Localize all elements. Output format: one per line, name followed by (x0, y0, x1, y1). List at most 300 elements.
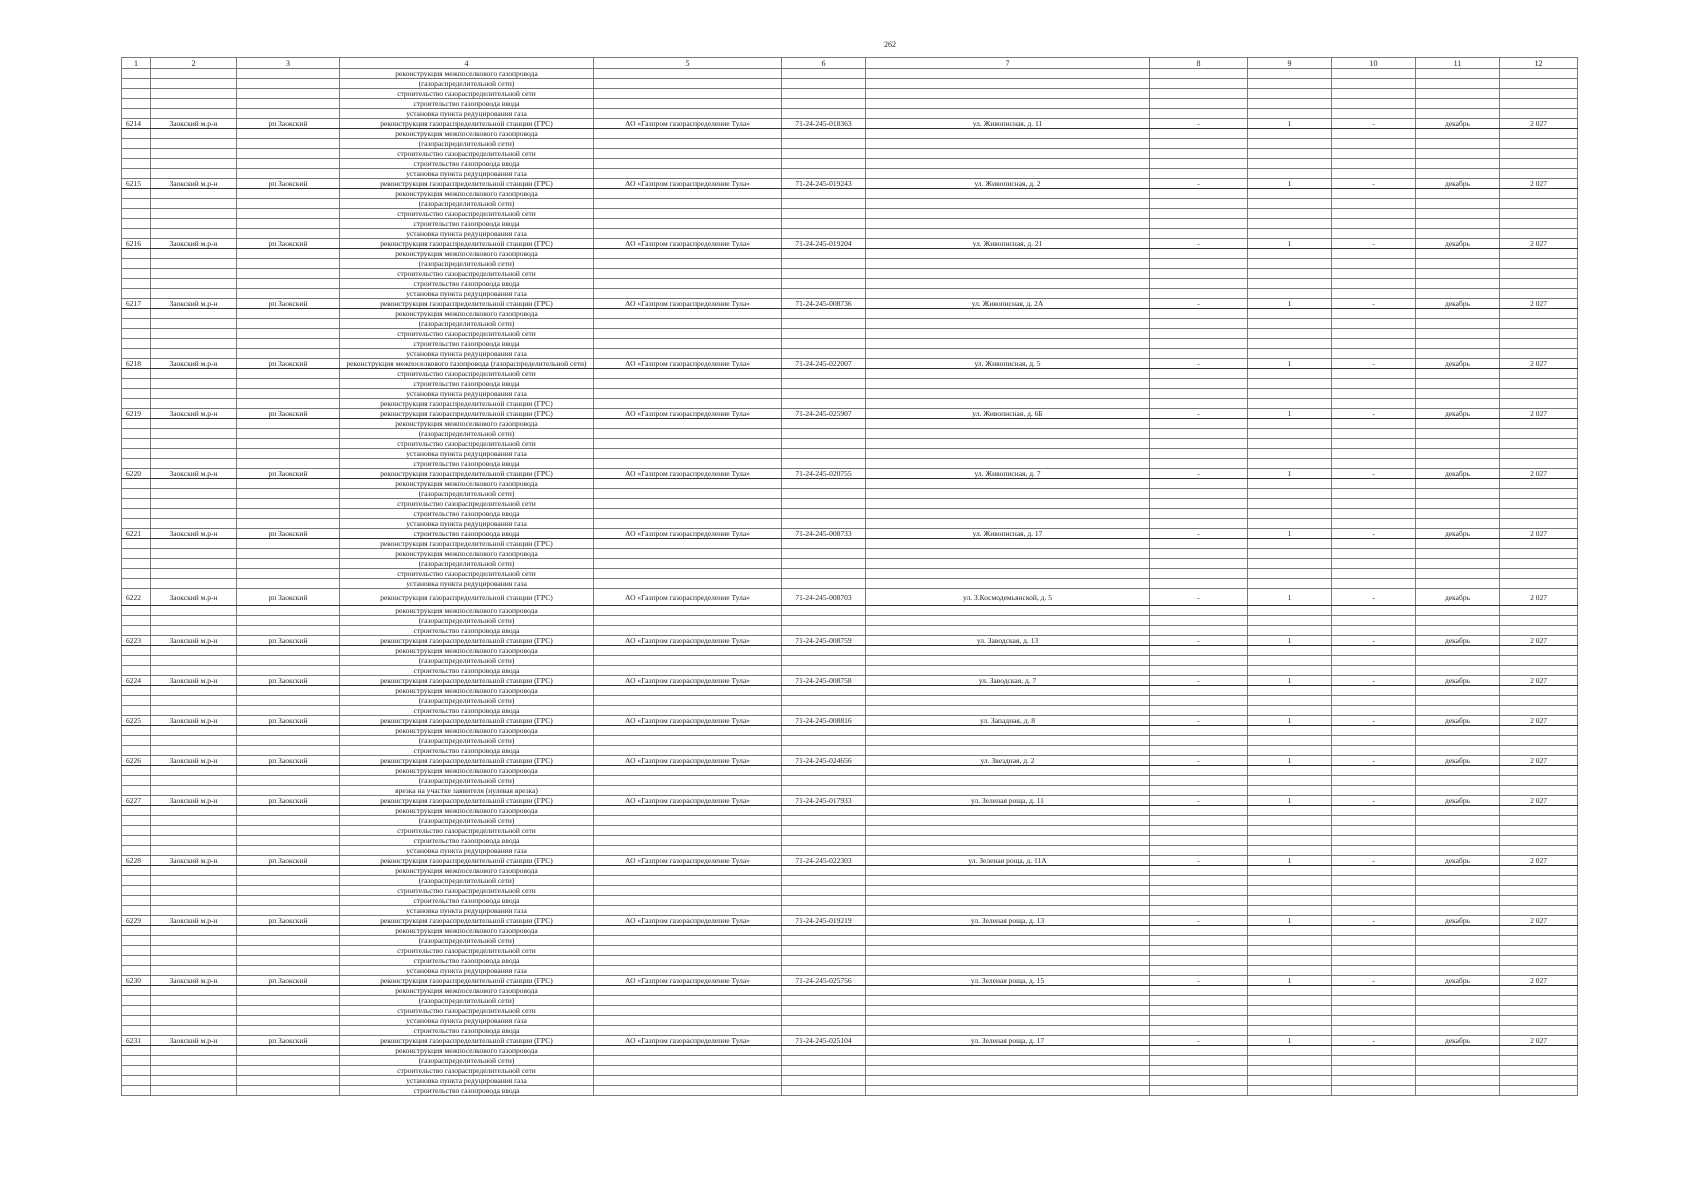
work-item-row (122, 459, 1578, 469)
table-cell: 71-24-245-020755 (782, 469, 866, 479)
table-cell: рп Заокский (237, 119, 340, 129)
table-cell (594, 666, 782, 676)
table-cell (122, 389, 151, 399)
table-cell (1150, 79, 1248, 89)
table-cell: 2 027 (1500, 976, 1578, 986)
table-cell (866, 896, 1150, 906)
work-item-row (122, 309, 1578, 319)
table-cell (1500, 806, 1578, 816)
table-cell (151, 826, 237, 836)
table-cell: АО «Газпром газораспределение Тула» (594, 1036, 782, 1046)
table-cell (594, 339, 782, 349)
table-cell (1500, 519, 1578, 529)
table-cell (237, 279, 340, 289)
table-cell: АО «Газпром газораспределение Тула» (594, 716, 782, 726)
table-cell (1500, 886, 1578, 896)
table-cell (1150, 996, 1248, 1006)
table-cell (782, 69, 866, 79)
table-cell: - (1150, 239, 1248, 249)
table-cell (594, 139, 782, 149)
table-cell (782, 766, 866, 776)
table-cell: реконструкция газораспределительной станции (ГРС) (340, 409, 594, 419)
table-cell (866, 826, 1150, 836)
table-cell (1248, 846, 1332, 856)
work-item-row (122, 1086, 1578, 1096)
table-cell (151, 766, 237, 776)
table-cell (866, 806, 1150, 816)
table-cell (237, 846, 340, 856)
table-cell (122, 696, 151, 706)
table-cell (151, 1056, 237, 1066)
table-cell (866, 109, 1150, 119)
column-header: 5 (594, 58, 782, 69)
table-cell (1248, 89, 1332, 99)
table-cell: строительство газопровода ввода (340, 159, 594, 169)
table-cell (122, 339, 151, 349)
table-cell (122, 606, 151, 616)
table-cell (1248, 896, 1332, 906)
table-cell (866, 449, 1150, 459)
table-cell (1416, 616, 1500, 626)
table-cell (151, 89, 237, 99)
table-cell (1150, 696, 1248, 706)
table-cell (1332, 579, 1416, 589)
table-cell (122, 876, 151, 886)
table-cell: реконструкция газораспределительной станции (ГРС) (340, 676, 594, 686)
table-cell: АО «Газпром газораспределение Тула» (594, 589, 782, 606)
table-cell (1332, 509, 1416, 519)
table-cell (237, 379, 340, 389)
table-cell: рп Заокский (237, 359, 340, 369)
table-cell: 6222 (122, 589, 151, 606)
work-item-row (122, 946, 1578, 956)
table-cell (151, 706, 237, 716)
table-cell: 6216 (122, 239, 151, 249)
table-cell (237, 1026, 340, 1036)
table-cell (866, 189, 1150, 199)
table-cell: Заокский м.р-н (151, 529, 237, 539)
table-cell (1500, 606, 1578, 616)
table-cell (594, 129, 782, 139)
table-cell (1416, 79, 1500, 89)
column-header: 3 (237, 58, 340, 69)
table-cell (1248, 269, 1332, 279)
table-cell (1416, 626, 1500, 636)
table-cell: ул. З.Космодемьянской, д. 5 (866, 589, 1150, 606)
table-cell (866, 1086, 1150, 1096)
table-cell: 71-24-245-022303 (782, 856, 866, 866)
table-cell: 2 027 (1500, 529, 1578, 539)
table-cell (1332, 289, 1416, 299)
table-cell (1500, 876, 1578, 886)
table-cell: рп Заокский (237, 756, 340, 766)
table-cell (594, 906, 782, 916)
table-cell: реконструкция межпоселкового газопровода (340, 986, 594, 996)
table-cell: Заокский м.р-н (151, 976, 237, 986)
table-cell: реконструкция межпоселкового газопровода (340, 419, 594, 429)
table-cell: декабрь (1416, 529, 1500, 539)
table-cell (782, 109, 866, 119)
table-cell: рп Заокский (237, 636, 340, 646)
table-cell (1500, 339, 1578, 349)
table-cell: - (1150, 409, 1248, 419)
table-cell (237, 786, 340, 796)
table-cell (594, 389, 782, 399)
table-cell (866, 79, 1150, 89)
table-cell: строительство газопровода ввода (340, 836, 594, 846)
table-cell (1500, 109, 1578, 119)
table-cell (1150, 249, 1248, 259)
table-cell (1150, 269, 1248, 279)
table-cell (1248, 199, 1332, 209)
table-cell (1248, 189, 1332, 199)
table-cell (782, 329, 866, 339)
table-cell (122, 459, 151, 469)
table-cell (1416, 579, 1500, 589)
table-cell (151, 449, 237, 459)
table-cell: декабрь (1416, 239, 1500, 249)
table-cell (237, 219, 340, 229)
table-cell: установка пункта редуцирования газа (340, 1016, 594, 1026)
table-cell (151, 219, 237, 229)
table-cell (1150, 229, 1248, 239)
table-cell (1416, 209, 1500, 219)
table-cell: 6226 (122, 756, 151, 766)
table-cell (1150, 736, 1248, 746)
table-cell: АО «Газпром газораспределение Тула» (594, 179, 782, 189)
table-cell: ул. Западная, д. 8 (866, 716, 1150, 726)
table-cell: реконструкция газораспределительной станции (ГРС) (340, 589, 594, 606)
table-cell (1416, 549, 1500, 559)
table-cell: установка пункта редуцирования газа (340, 579, 594, 589)
object-row (122, 469, 1578, 479)
table-cell: реконструкция межпоселкового газопровода (340, 69, 594, 79)
table-cell (1332, 836, 1416, 846)
table-cell (122, 1006, 151, 1016)
table-cell (782, 1076, 866, 1086)
work-item-row (122, 806, 1578, 816)
table-cell: 71-24-245-025907 (782, 409, 866, 419)
table-cell (782, 389, 866, 399)
work-item-row (122, 169, 1578, 179)
table-cell (1500, 559, 1578, 569)
table-cell (1150, 509, 1248, 519)
table-cell: - (1332, 359, 1416, 369)
table-cell (122, 109, 151, 119)
table-cell (237, 986, 340, 996)
table-cell: строительство газопровода ввода (340, 1086, 594, 1096)
table-cell (594, 169, 782, 179)
table-cell (151, 369, 237, 379)
table-cell: строительство газопровода ввода (340, 626, 594, 636)
table-cell (122, 686, 151, 696)
table-cell (1332, 1016, 1416, 1026)
table-cell (1500, 896, 1578, 906)
table-cell (594, 656, 782, 666)
table-cell: Заокский м.р-н (151, 239, 237, 249)
table-cell (1416, 69, 1500, 79)
table-cell (866, 149, 1150, 159)
table-cell (1150, 339, 1248, 349)
table-cell: рп Заокский (237, 796, 340, 806)
table-cell: АО «Газпром газораспределение Тула» (594, 636, 782, 646)
table-cell (594, 579, 782, 589)
table-cell (1248, 459, 1332, 469)
table-cell (782, 479, 866, 489)
table-cell: - (1332, 756, 1416, 766)
table-cell (594, 616, 782, 626)
table-cell (1416, 319, 1500, 329)
table-cell (1248, 569, 1332, 579)
table-cell (122, 846, 151, 856)
table-cell (237, 169, 340, 179)
table-cell (1332, 726, 1416, 736)
table-cell (1416, 996, 1500, 1006)
table-cell (866, 956, 1150, 966)
table-cell (866, 926, 1150, 936)
table-cell (1150, 69, 1248, 79)
table-cell (1500, 1066, 1578, 1076)
table-cell: 1 (1248, 796, 1332, 806)
table-cell (1500, 696, 1578, 706)
table-cell (1500, 139, 1578, 149)
table-cell (1500, 826, 1578, 836)
table-cell (1150, 826, 1248, 836)
table-cell (866, 309, 1150, 319)
table-cell (151, 549, 237, 559)
table-cell (1332, 686, 1416, 696)
table-cell (866, 579, 1150, 589)
table-cell (1248, 1016, 1332, 1026)
table-cell (1500, 199, 1578, 209)
table-cell (151, 1066, 237, 1076)
work-item-row (122, 1066, 1578, 1076)
table-cell (1248, 129, 1332, 139)
table-cell (151, 886, 237, 896)
table-cell (1150, 369, 1248, 379)
table-cell (594, 806, 782, 816)
table-cell (782, 616, 866, 626)
work-item-row (122, 1006, 1578, 1016)
table-cell: 1 (1248, 119, 1332, 129)
table-cell (1500, 736, 1578, 746)
table-cell: 1 (1248, 239, 1332, 249)
work-item-row (122, 846, 1578, 856)
table-cell (237, 966, 340, 976)
table-cell: Заокский м.р-н (151, 119, 237, 129)
table-cell: 2 027 (1500, 636, 1578, 646)
table-cell (782, 996, 866, 1006)
table-cell (1500, 1026, 1578, 1036)
table-cell (151, 279, 237, 289)
table-cell (237, 289, 340, 299)
table-cell (1332, 696, 1416, 706)
table-cell (1332, 69, 1416, 79)
table-cell: реконструкция газораспределительной станции (ГРС) (340, 716, 594, 726)
table-cell (1150, 549, 1248, 559)
table-cell (594, 569, 782, 579)
table-cell (1500, 646, 1578, 656)
table-cell (866, 766, 1150, 776)
table-cell: - (1150, 636, 1248, 646)
table-cell (151, 499, 237, 509)
table-cell: установка пункта редуцирования газа (340, 519, 594, 529)
table-cell (866, 369, 1150, 379)
table-cell: (газораспределительной сети) (340, 656, 594, 666)
table-cell (1500, 349, 1578, 359)
table-cell (594, 229, 782, 239)
table-cell (1416, 169, 1500, 179)
table-cell (594, 259, 782, 269)
table-cell (866, 229, 1150, 239)
table-cell (1248, 79, 1332, 89)
work-item-row (122, 149, 1578, 159)
table-cell: (газораспределительной сети) (340, 936, 594, 946)
table-cell (782, 569, 866, 579)
table-cell: ул. Живописная, д. 7 (866, 469, 1150, 479)
table-cell: реконструкция межпоселкового газопровода (340, 549, 594, 559)
table-cell (1332, 936, 1416, 946)
table-cell: 71-24-245-018363 (782, 119, 866, 129)
table-cell (151, 1026, 237, 1036)
table-cell (866, 616, 1150, 626)
table-cell (782, 726, 866, 736)
table-cell (1500, 499, 1578, 509)
table-cell (1150, 936, 1248, 946)
table-cell: 2 027 (1500, 119, 1578, 129)
table-cell (1248, 696, 1332, 706)
table-cell: ул. Зеленая роща, д. 17 (866, 1036, 1150, 1046)
table-cell: (газораспределительной сети) (340, 776, 594, 786)
table-cell (866, 99, 1150, 109)
table-cell: - (1332, 299, 1416, 309)
table-cell (1150, 606, 1248, 616)
table-cell (1416, 646, 1500, 656)
table-cell (1416, 956, 1500, 966)
table-cell: - (1150, 469, 1248, 479)
table-cell (1248, 876, 1332, 886)
table-cell (1332, 149, 1416, 159)
table-cell: реконструкция межпоселкового газопровода (340, 129, 594, 139)
table-cell (1500, 509, 1578, 519)
table-cell (237, 936, 340, 946)
table-cell: 6230 (122, 976, 151, 986)
table-cell (1332, 646, 1416, 656)
table-cell (1150, 956, 1248, 966)
table-cell (866, 249, 1150, 259)
table-cell (1248, 549, 1332, 559)
work-item-row (122, 379, 1578, 389)
table-cell (594, 686, 782, 696)
table-cell (866, 289, 1150, 299)
table-cell (1416, 1076, 1500, 1086)
table-cell (1332, 429, 1416, 439)
table-cell (594, 966, 782, 976)
table-cell (151, 189, 237, 199)
table-cell (1150, 1056, 1248, 1066)
table-cell: (газораспределительной сети) (340, 816, 594, 826)
table-cell (594, 479, 782, 489)
table-cell: Заокский м.р-н (151, 589, 237, 606)
table-cell (1416, 656, 1500, 666)
table-cell (122, 626, 151, 636)
table-cell (1248, 1056, 1332, 1066)
table-cell (1500, 319, 1578, 329)
table-cell (1150, 946, 1248, 956)
table-cell (151, 966, 237, 976)
table-cell (1416, 966, 1500, 976)
table-cell: строительство газораспределительной сети (340, 369, 594, 379)
table-cell (1416, 139, 1500, 149)
table-cell: рп Заокский (237, 916, 340, 926)
table-cell (1332, 1006, 1416, 1016)
table-cell (151, 569, 237, 579)
table-cell (122, 736, 151, 746)
table-cell (1500, 159, 1578, 169)
table-cell (151, 786, 237, 796)
table-cell (1150, 666, 1248, 676)
table-cell: - (1332, 1036, 1416, 1046)
table-cell (1150, 539, 1248, 549)
table-cell (1150, 906, 1248, 916)
work-item-row (122, 419, 1578, 429)
table-cell (237, 109, 340, 119)
table-cell (1500, 776, 1578, 786)
table-cell (594, 896, 782, 906)
table-cell (237, 616, 340, 626)
table-cell (594, 189, 782, 199)
table-cell: реконструкция газораспределительной станции (ГРС) (340, 916, 594, 926)
table-cell (1248, 389, 1332, 399)
table-cell (1150, 309, 1248, 319)
table-cell (594, 746, 782, 756)
table-cell: строительство газопровода ввода (340, 746, 594, 756)
work-item-row (122, 786, 1578, 796)
table-cell: ул. Живописная, д. 2А (866, 299, 1150, 309)
object-row (122, 716, 1578, 726)
table-cell: АО «Газпром газораспределение Тула» (594, 529, 782, 539)
table-cell (1248, 219, 1332, 229)
table-cell (1150, 159, 1248, 169)
table-cell (1248, 429, 1332, 439)
table-cell (1332, 766, 1416, 776)
table-cell (1416, 149, 1500, 159)
table-cell (1248, 449, 1332, 459)
table-cell (1332, 79, 1416, 89)
table-cell (237, 549, 340, 559)
table-cell (594, 489, 782, 499)
object-row (122, 529, 1578, 539)
table-cell (594, 499, 782, 509)
table-cell: ул. Звездная, д. 2 (866, 756, 1150, 766)
table-cell (122, 129, 151, 139)
table-cell (594, 826, 782, 836)
table-cell (782, 696, 866, 706)
table-cell (866, 89, 1150, 99)
table-cell (1248, 229, 1332, 239)
table-cell (782, 626, 866, 636)
table-cell (866, 519, 1150, 529)
table-cell (151, 736, 237, 746)
table-cell (1332, 559, 1416, 569)
table-cell (1248, 686, 1332, 696)
table-cell (1332, 489, 1416, 499)
table-cell: строительство газораспределительной сети (340, 499, 594, 509)
work-item-row (122, 389, 1578, 399)
table-cell (122, 399, 151, 409)
table-cell (1416, 279, 1500, 289)
table-cell (1150, 489, 1248, 499)
